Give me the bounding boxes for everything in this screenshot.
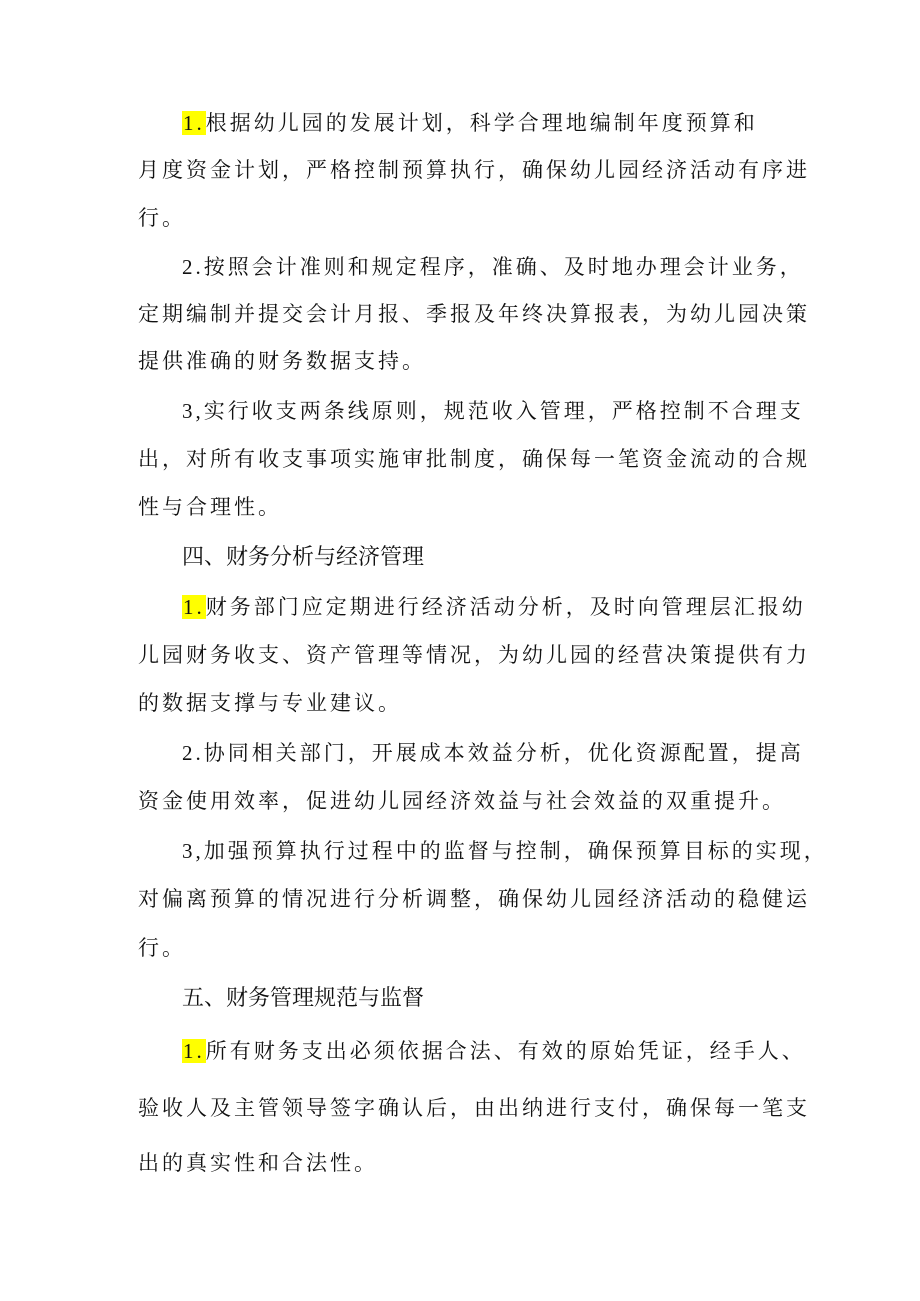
paragraph-line bbox=[182, 252, 804, 282]
paragraph-line bbox=[182, 108, 758, 138]
highlighted-item-number: 1. bbox=[183, 595, 205, 619]
highlighted-item-number: 1. bbox=[183, 1039, 205, 1063]
paragraph-line: 的数据支撑与专业建议。 bbox=[138, 691, 402, 715]
paragraph-line: 资金使用效率，促进幼儿园经济效益与社会效益的双重提升。 bbox=[138, 789, 786, 813]
item-number: 2. bbox=[182, 741, 204, 765]
paragraph-line bbox=[182, 592, 806, 622]
paragraph-line: 定期编制并提交会计月报、季报及年终决算报表，为幼儿园决策 bbox=[138, 302, 810, 326]
item-number: 3, bbox=[182, 839, 204, 863]
paragraph-line: 性与合理性。 bbox=[138, 495, 282, 519]
highlighted-item-number: 1. bbox=[183, 111, 205, 135]
paragraph-line: 儿园财务收支、资产管理等情况，为幼儿园的经营决策提供有力 bbox=[138, 643, 810, 667]
paragraph-text: 所有财务支出必须依据合法、有效的原始凭证，经手人、 bbox=[205, 1039, 806, 1063]
paragraph-line bbox=[182, 1036, 806, 1066]
paragraph-line: 月度资金计划，严格控制预算执行，确保幼儿园经济活动有序进 bbox=[138, 158, 810, 182]
paragraph-line bbox=[182, 396, 804, 426]
paragraph-line: 出，对所有收支事项实施审批制度，确保每一笔资金流动的合规 bbox=[138, 447, 810, 471]
paragraph-line: 出的真实性和合法性。 bbox=[138, 1151, 378, 1175]
item-number: 3, bbox=[182, 399, 204, 423]
paragraph-text: 根据幼儿园的发展计划，科学合理地编制年度预算和 bbox=[205, 111, 758, 135]
paragraph-text: 财务部门应定期进行经济活动分析，及时向管理层汇报幼 bbox=[205, 595, 806, 619]
item-number: 2. bbox=[182, 255, 204, 279]
paragraph-line: 行。 bbox=[138, 936, 186, 960]
paragraph-line: 对偏离预算的情况进行分析调整，确保幼儿园经济活动的稳健运 bbox=[138, 887, 810, 911]
paragraph-text: 加强预算执行过程中的监督与控制，确保预算目标的实现， bbox=[203, 839, 828, 863]
paragraph-line: 行。 bbox=[138, 206, 186, 230]
paragraph-text: 按照会计准则和规定程序，准确、及时地办理会计业务， bbox=[203, 255, 804, 279]
section-heading: 五、财务管理规范与监督 bbox=[182, 986, 425, 1011]
paragraph-line: 验收人及主管领导签字确认后，由出纳进行支付，确保每一笔支 bbox=[138, 1096, 810, 1120]
section-heading: 四、财务分析与经济管理 bbox=[182, 545, 425, 570]
paragraph-text: 协同相关部门，开展成本效益分析，优化资源配置，提高 bbox=[203, 741, 804, 765]
paragraph-line bbox=[182, 738, 804, 768]
paragraph-line bbox=[182, 836, 828, 866]
paragraph-text: 实行收支两条线原则，规范收入管理，严格控制不合理支 bbox=[203, 399, 804, 423]
paragraph-line: 提供准确的财务数据支持。 bbox=[138, 349, 426, 373]
